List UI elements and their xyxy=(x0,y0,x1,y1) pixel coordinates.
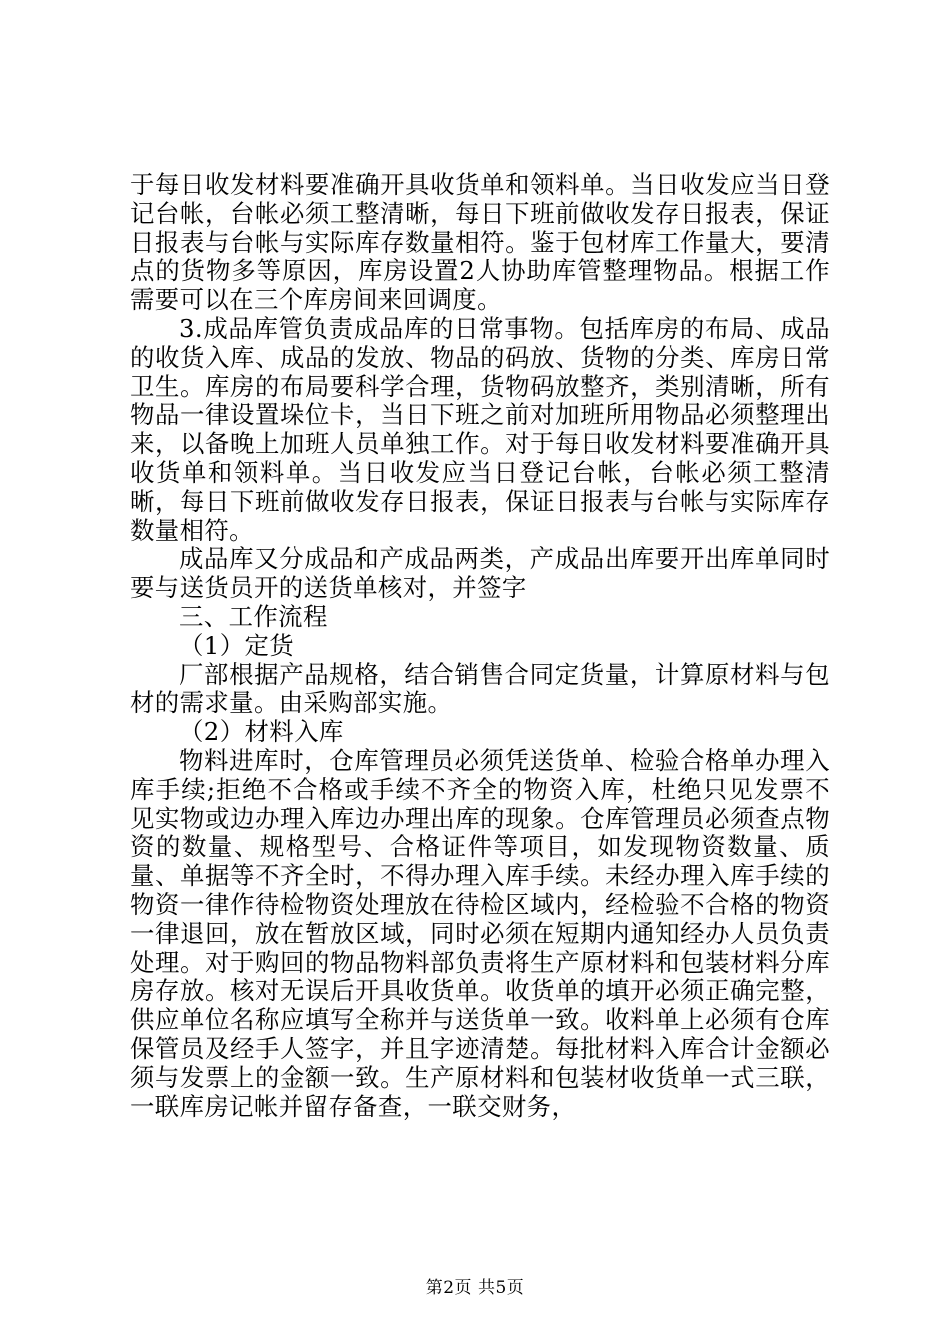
paragraph-1: 于每日收发材料要准确开具收货单和领料单。当日收发应当日登记台帐，台帐必须工整清晰，每日下班前做收发存日报表，保证日报表与台帐与实际库存数量相符。鉴于包材库工作量大，要清点的货物多等原因，库房设置2人协助库管整理物品。根据工作需要可以在三个库房间来回调度。 xyxy=(130,170,830,315)
paragraph-4: 厂部根据产品规格，结合销售合同定货量，计算原材料与包材的需求量。由采购部实施。 xyxy=(130,659,830,718)
paragraph-3: 成品库又分成品和产成品两类，产成品出库要开出库单同时要与送货员开的送货单核对，并签字 xyxy=(130,544,830,603)
document-body xyxy=(130,171,830,1121)
page-number-footer: 第2页 共5页 xyxy=(425,1278,525,1298)
subsection-heading-2: （2）材料入库 xyxy=(179,717,344,747)
subsection-heading-1: （1）定货 xyxy=(179,630,295,660)
paragraph-5: 物料进库时，仓库管理员必须凭送货单、检验合格单办理入库手续;拒绝不合格或手续不齐全的物资入库，杜绝只见发票不见实物或边办理入库边办理出库的现象。仓库管理员必须查点物资的数量、规格型号、合格证件等项目，如发现物资数量、质量、单据等不齐全时，不得办理入库手续。未经办理入库手续的物资一律作待检物资处理放在待检区域内，经检验不合格的物资一律退回，放在暂放区域，同时必须在短期内通知经办人员负责处理。对于购回的物品物料部负责将生产原材料和包装材料分库房存放。核对无误后开具收货单。收货单的填开必须正确完整，供应单位名称应填写全称并与送货单一致。收料单上必须有仓库保管员及经手人签字，并且字迹清楚。每批材料入库合计金额必须与发票上的金额一致。生产原材料和包装材收货单一式三联，一联库房记帐并留存备查，一联交财务， xyxy=(130,745,830,1121)
section-heading: 三、工作流程 xyxy=(179,601,328,631)
paragraph-2: 3.成品库管负责成品库的日常事物。包括库房的布局、成品的收货入库、成品的发放、物品的码放、货物的分类、库房日常卫生。库房的布局要科学合理，货物码放整齐，类别清晰，所有物品一律设置垛位卡，当日下班之前对加班所用物品必须整理出来，以备晚上加班人员单独工作。对于每日收发材料要准确开具收货单和领料单。当日收发应当日登记台帐，台帐必须工整清晰，每日下班前做收发存日报表，保证日报表与台帐与实际库存数量相符。 xyxy=(130,313,830,545)
